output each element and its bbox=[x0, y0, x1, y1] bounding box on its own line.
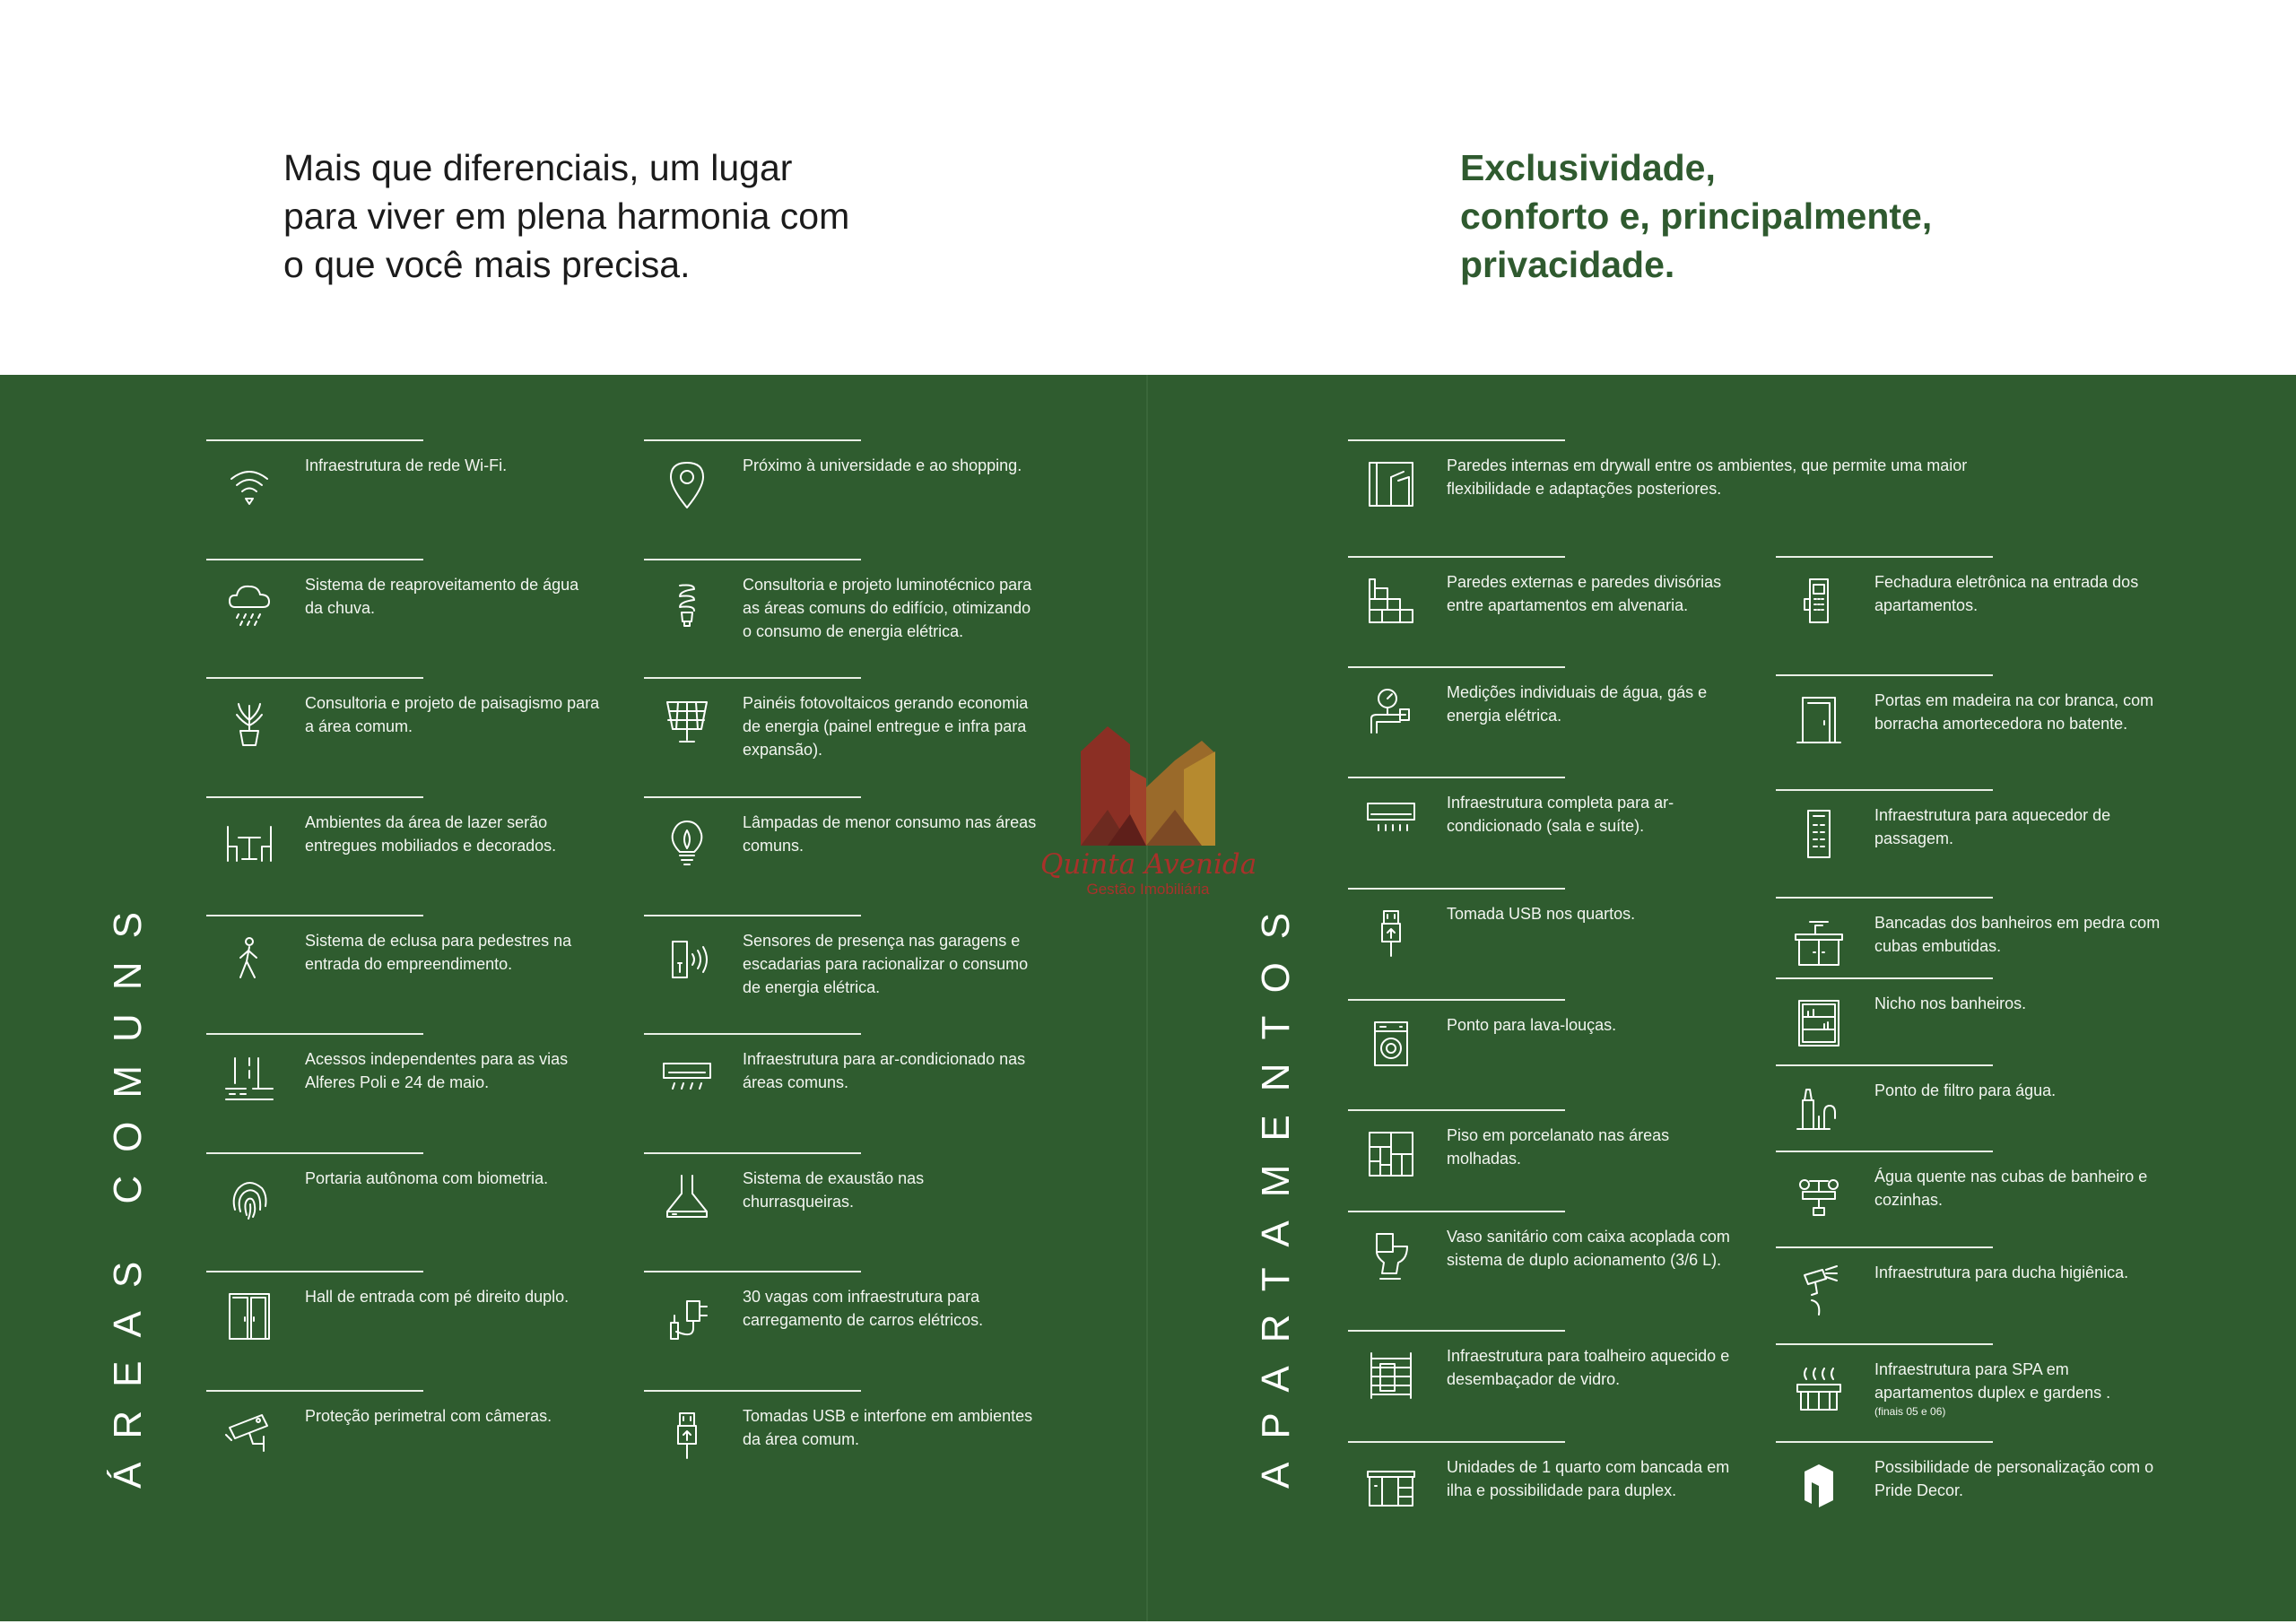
feature-text: Infraestrutura para ducha higiênica. bbox=[1874, 1264, 2129, 1281]
table-chairs-icon bbox=[222, 814, 276, 868]
feature-divider bbox=[1776, 977, 1993, 979]
feature-text: Paredes externas e paredes divisórias entre apartamentos em alvenaria. bbox=[1447, 573, 1722, 614]
exhaust-hood-icon bbox=[660, 1170, 714, 1224]
feature-text: Infraestrutura de rede Wi-Fi. bbox=[305, 456, 508, 474]
spa-tub-icon bbox=[1792, 1361, 1846, 1415]
feature-divider bbox=[644, 796, 861, 798]
feature-text: Painéis fotovoltaicos gerando economia de energia (painel entregue e infra para expansão). bbox=[743, 694, 1029, 759]
location-pin-icon bbox=[660, 457, 714, 511]
feature-divider bbox=[1776, 1151, 1993, 1152]
quinta-avenida-logo bbox=[1040, 725, 1256, 904]
feature-divider bbox=[206, 677, 423, 679]
feature-text: Sistema de eclusa para pedestres na entrada do empreendimento. bbox=[305, 932, 572, 973]
feature-divider bbox=[1776, 1246, 1993, 1248]
air-conditioner-icon bbox=[660, 1051, 714, 1105]
light-bulb-spiral-icon bbox=[660, 577, 714, 630]
split-ac-icon bbox=[1364, 795, 1418, 848]
door-icon bbox=[1792, 692, 1846, 746]
feature-text: Consultoria e projeto luminotécnico para as áreas comuns do edifício, otimizando o consumo de energia elétrica. bbox=[743, 576, 1032, 640]
feature-text: Infraestrutura para SPA em apartamentos duplex e gardens . (finais 05 e 06) bbox=[1874, 1358, 2170, 1419]
feature-divider bbox=[1776, 674, 1993, 676]
feature-text: Infraestrutura para aquecedor de passagem. bbox=[1874, 806, 2111, 847]
feature-divider bbox=[206, 559, 423, 560]
presence-sensor-icon bbox=[660, 933, 714, 986]
feature-text: Ponto para lava-louças. bbox=[1447, 1016, 1617, 1034]
feature-text: Acessos independentes para as vias Alferes Poli e 24 de maio. bbox=[305, 1050, 569, 1091]
bathroom-sink-icon bbox=[1792, 915, 1846, 968]
drywall-icon bbox=[1364, 457, 1418, 511]
hygienic-shower-icon bbox=[1792, 1264, 1846, 1318]
page-fold-divider bbox=[1146, 375, 1148, 1624]
feature-divider bbox=[1348, 888, 1565, 890]
pedestrian-icon bbox=[222, 933, 276, 986]
wifi-icon bbox=[222, 457, 276, 511]
security-camera-icon bbox=[222, 1408, 276, 1462]
feature-text: Portas em madeira na cor branca, com borracha amortecedora no batente. bbox=[1874, 691, 2154, 733]
feature-divider bbox=[1776, 1441, 1993, 1443]
feature-text: Hall de entrada com pé direito duplo. bbox=[305, 1288, 570, 1306]
logo-subtitle: Gestão Imobiliária bbox=[1086, 881, 1210, 898]
feature-divider bbox=[644, 1033, 861, 1035]
feature-divider bbox=[206, 915, 423, 916]
solar-panel-icon bbox=[660, 695, 714, 749]
feature-divider bbox=[1348, 1330, 1565, 1332]
kitchen-island-icon bbox=[1364, 1459, 1418, 1513]
feature-text: Próximo à universidade e ao shopping. bbox=[743, 456, 1022, 474]
feature-divider bbox=[206, 1390, 423, 1392]
feature-text: 30 vagas com infraestrutura para carregamento de carros elétricos. bbox=[743, 1288, 984, 1329]
feature-divider bbox=[206, 439, 423, 441]
floor-tiles-icon bbox=[1364, 1127, 1418, 1181]
dishwasher-icon bbox=[1364, 1017, 1418, 1071]
feature-text: Água quente nas cubas de banheiro e cozinhas. bbox=[1874, 1168, 2148, 1209]
feature-text: Infraestrutura completa para ar-condicionado (sala e suíte). bbox=[1447, 794, 1674, 835]
feature-divider bbox=[644, 559, 861, 560]
feature-divider bbox=[644, 677, 861, 679]
feature-note: (finais 05 e 06) bbox=[1874, 1405, 1946, 1418]
feature-text: Ambientes da área de lazer serão entregues mobiliados e decorados. bbox=[305, 813, 557, 855]
niche-shelf-icon bbox=[1792, 995, 1846, 1049]
feature-divider bbox=[644, 1390, 861, 1392]
feature-text: Proteção perimetral com câmeras. bbox=[305, 1407, 552, 1425]
header-area bbox=[0, 0, 2296, 375]
feature-text: Medições individuais de água, gás e energia elétrica. bbox=[1447, 683, 1708, 725]
feature-divider bbox=[1776, 789, 1993, 791]
feature-divider bbox=[1348, 999, 1565, 1001]
feature-divider bbox=[644, 1271, 861, 1272]
areas-comuns-title: ÁREAS COMUNS bbox=[106, 889, 150, 1489]
feature-text: Portaria autônoma com biometria. bbox=[305, 1169, 549, 1187]
feature-divider bbox=[1348, 777, 1565, 778]
usb-plug-icon bbox=[1364, 906, 1418, 960]
feature-divider bbox=[1348, 439, 1565, 441]
water-filter-icon bbox=[1792, 1082, 1846, 1136]
feature-text: Piso em porcelanato nas áreas molhadas. bbox=[1447, 1126, 1670, 1168]
feature-divider bbox=[644, 439, 861, 441]
feature-text: Paredes internas em drywall entre os ambientes, que permite uma maior flexibilidade e adaptações posteriores. bbox=[1447, 456, 1968, 498]
feature-divider bbox=[1348, 1211, 1565, 1212]
road-access-icon bbox=[222, 1051, 276, 1105]
meter-icon bbox=[1364, 684, 1418, 738]
building-logo-icon bbox=[1040, 725, 1256, 850]
feature-divider bbox=[206, 1152, 423, 1154]
feature-divider bbox=[1348, 556, 1565, 558]
usb-plug-icon bbox=[660, 1408, 714, 1462]
electronic-lock-icon bbox=[1792, 574, 1846, 628]
water-heater-icon bbox=[1792, 807, 1846, 861]
feature-text: Sistema de reaproveitamento de água da chuva. bbox=[305, 576, 579, 617]
feature-divider bbox=[1776, 897, 1993, 899]
feature-text: Sensores de presença nas garagens e escadarias para racionalizar o consumo de energia elétrica. bbox=[743, 932, 1029, 996]
feature-divider bbox=[206, 1033, 423, 1035]
feature-text: Fechadura eletrônica na entrada dos apartamentos. bbox=[1874, 573, 2139, 614]
double-door-icon bbox=[222, 1289, 276, 1342]
rain-cloud-icon bbox=[222, 577, 276, 630]
masonry-wall-icon bbox=[1364, 574, 1418, 628]
feature-divider bbox=[1348, 1109, 1565, 1111]
feature-divider bbox=[1776, 1064, 1993, 1066]
lead-text: Mais que diferenciais, um lugar para viver em plena harmonia com o que você mais precisa. bbox=[283, 147, 850, 285]
potted-plant-icon bbox=[222, 695, 276, 749]
hot-water-faucet-icon bbox=[1792, 1168, 1846, 1222]
feature-divider bbox=[644, 1152, 861, 1154]
feature-text: Infraestrutura para toalheiro aquecido e desembaçador de vidro. bbox=[1447, 1347, 1730, 1388]
feature-text: Sistema de exaustão nas churrasqueiras. bbox=[743, 1169, 925, 1211]
feature-text: Tomadas USB e interfone em ambientes da área comum. bbox=[743, 1407, 1033, 1448]
feature-text: Vaso sanitário com caixa acoplada com sistema de duplo acionamento (3/6 L). bbox=[1447, 1228, 1730, 1269]
feature-divider bbox=[206, 796, 423, 798]
feature-text: Consultoria e projeto de paisagismo para a área comum. bbox=[305, 694, 600, 735]
towel-heater-icon bbox=[1364, 1348, 1418, 1402]
ev-charger-icon bbox=[660, 1289, 714, 1342]
feature-divider bbox=[1348, 666, 1565, 668]
fingerprint-icon bbox=[222, 1170, 276, 1224]
tagline: Exclusividade, conforto e, principalmente, privacidade. bbox=[1460, 147, 1933, 285]
feature-text: Possibilidade de personalização com o Pride Decor. bbox=[1874, 1458, 2154, 1499]
lamp-bulb-icon bbox=[660, 814, 714, 868]
feature-text: Nicho nos banheiros. bbox=[1874, 994, 2027, 1012]
feature-text: Unidades de 1 quarto com bancada em ilha e possibilidade para duplex. bbox=[1447, 1458, 1730, 1499]
logo-name: Quinta Avenida bbox=[1040, 848, 1257, 881]
apartamentos-title: APARTAMENTOS bbox=[1254, 889, 1298, 1489]
feature-divider bbox=[644, 915, 861, 916]
feature-divider bbox=[1348, 1441, 1565, 1443]
feature-text: Bancadas dos banheiros em pedra com cubas embutidas. bbox=[1874, 914, 2161, 955]
feature-divider bbox=[206, 1271, 423, 1272]
feature-text: Ponto de filtro para água. bbox=[1874, 1081, 2057, 1099]
feature-text: Lâmpadas de menor consumo nas áreas comuns. bbox=[743, 813, 1037, 855]
toilet-icon bbox=[1364, 1229, 1418, 1282]
pride-decor-logo-icon bbox=[1792, 1459, 1846, 1513]
feature-text: Infraestrutura para ar-condicionado nas áreas comuns. bbox=[743, 1050, 1026, 1091]
feature-divider bbox=[1776, 556, 1993, 558]
feature-divider bbox=[1776, 1343, 1993, 1345]
feature-text: Tomada USB nos quartos. bbox=[1447, 905, 1636, 923]
